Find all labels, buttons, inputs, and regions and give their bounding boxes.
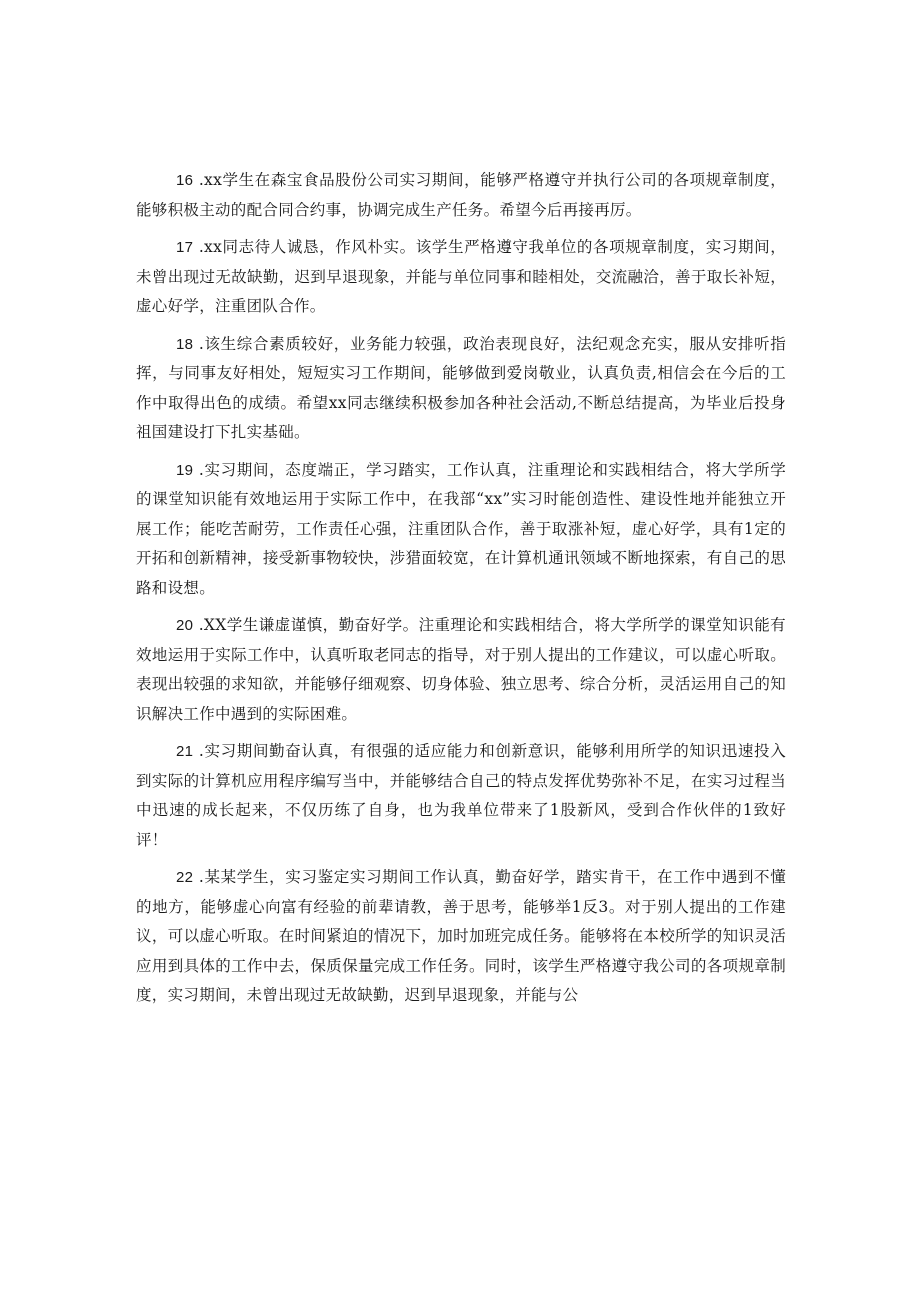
document-body [136, 166, 786, 1019]
paragraph-16 [136, 166, 786, 225]
paragraph-22 [136, 863, 786, 1011]
paragraph-number: 19 [176, 461, 194, 479]
paragraph-number: 18 [176, 335, 194, 353]
paragraph-20 [136, 611, 786, 729]
paragraph-text: .实习期间，态度端正，学习踏实，工作认真，注重理论和实践相结合，将大学所学的课堂知识能有效地运用于实际工作中，在我部“xx”实习时能创造性、建设性地并能独立开展工作；能吃苦耐劳，工作责任心强，注重团队合作，善于取涨补短，虚心好学，具有1定的开拓和创新精神，接受新事物较快，涉猎面较宽，在计算机通讯领域不断地探索，有自己的思路和设想。 [136, 460, 786, 597]
paragraph-text: .xx同志待人诚恳，作风朴实。该学生严格遵守我单位的各项规章制度，实习期间，未曾出现过无故缺勤，迟到早退现象，并能与单位同事和睦相处，交流融洽，善于取长补短，虚心好学，注重团队合作。 [136, 238, 786, 315]
paragraph-18 [136, 330, 786, 448]
paragraph-text: .xx学生在森宝食品股份公司实习期间，能够严格遵守并执行公司的各项规章制度，能够积极主动的配合同合约事，协调完成生产任务。希望今后再接再厉。 [136, 171, 786, 219]
paragraph-number: 21 [176, 743, 194, 760]
paragraph-text: .该生综合素质较好，业务能力较强，政治表现良好，法纪观念充实，服从安排听指挥，与同事友好相处，短短实习工作期间，能够做到爱岗敬业，认真负责,相信会在今后的工作中取得出色的成绩。希望xx同志继续积极参加各种社会活动,不断总结提高，为毕业后投身祖国建设打下扎实基础。 [136, 334, 786, 441]
paragraph-number: 17 [176, 239, 194, 256]
paragraph-number: 22 [176, 869, 194, 886]
paragraph-text: .某某学生，实习鉴定实习期间工作认真，勤奋好学，踏实肯干，在工作中遇到不懂的地方，能够虚心向富有经验的前辈请教，善于思考，能够举1反3。对于别人提出的工作建议，可以虚心听取。在时间紧迫的情况下，加时加班完成任务。能够将在本校所学的知识灵活应用到具体的工作中去，保质保量完成工作任务。同时，该学生严格遵守我公司的各项规章制度，实习期间，未曾出现过无故缺勤，迟到早退现象，并能与公 [136, 868, 786, 1004]
paragraph-17 [136, 233, 786, 322]
paragraph-number: 20 [176, 617, 194, 634]
paragraph-19 [136, 456, 786, 604]
paragraph-text: .XX学生谦虚谨慎，勤奋好学。注重理论和实践相结合，将大学所学的课堂知识能有效地运用于实际工作中，认真听取老同志的指导，对于别人提出的工作建议，可以虚心听取。表现出较强的求知欲，并能够仔细观察、切身体验、独立思考、综合分析，灵活运用自己的知识解决工作中遇到的实际困难。 [136, 616, 786, 723]
paragraph-21 [136, 737, 786, 855]
paragraph-number: 16 [176, 172, 194, 189]
paragraph-text: .实习期间勤奋认真，有很强的适应能力和创新意识，能够利用所学的知识迅速投入到实际的计算机应用程序编写当中，并能够结合自己的特点发挥优势弥补不足，在实习过程当中迅速的成长起来，不仅历练了自身，也为我单位带来了1股新风，受到合作伙伴的1致好评！ [136, 742, 786, 849]
